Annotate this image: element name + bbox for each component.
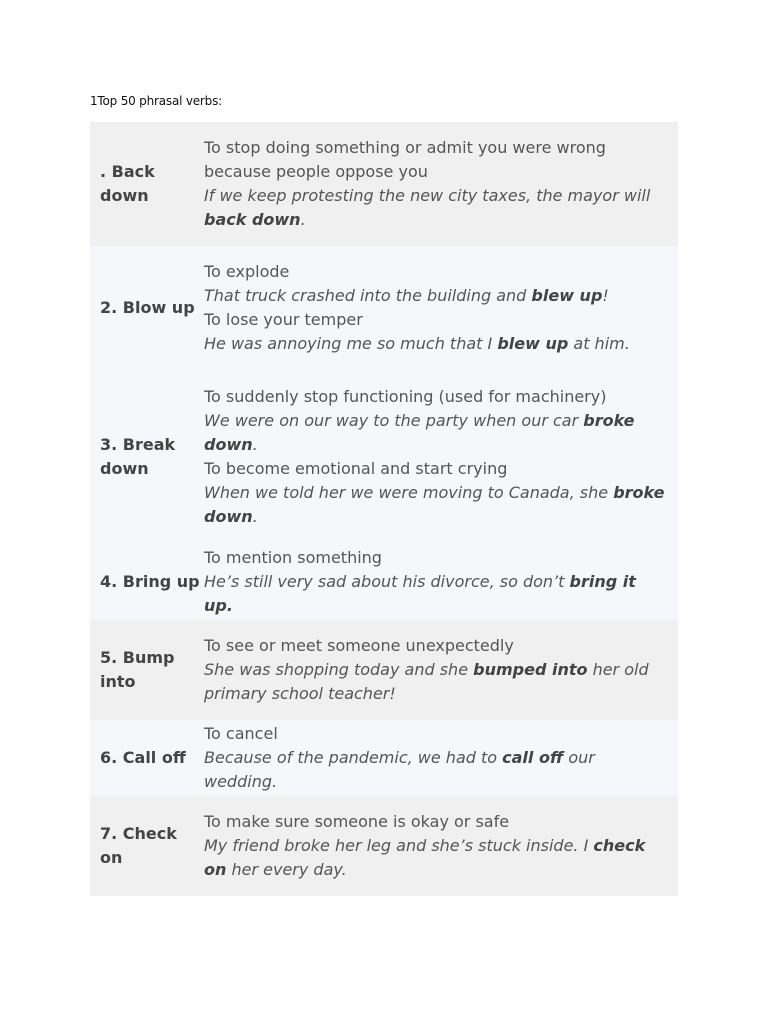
highlighted-verb: call off xyxy=(502,748,564,767)
example-sentence: When we told her we were moving to Canada, she broke down. xyxy=(204,483,665,526)
definition-text: To cancel xyxy=(204,724,278,743)
phrasal-verb-term: 5. Bump into xyxy=(100,648,175,691)
highlighted-verb: bring it up. xyxy=(204,572,636,615)
highlighted-verb: check on xyxy=(204,836,646,879)
definition-text: To suddenly stop functioning (used for machinery) xyxy=(204,387,607,406)
table-row xyxy=(90,370,678,544)
definition-cell xyxy=(204,260,678,356)
definition-text: To explode xyxy=(204,262,290,281)
definition-cell xyxy=(204,546,678,618)
example-sentence: He’s still very sad about his divorce, so don’t bring it up. xyxy=(204,572,636,615)
example-sentence: She was shopping today and she bumped into her old primary school teacher! xyxy=(204,660,649,703)
phrasal-verb-term: 7. Check on xyxy=(100,824,177,867)
table-row xyxy=(90,544,678,620)
table-row xyxy=(90,720,678,796)
phrasal-verbs-table xyxy=(90,122,678,896)
example-sentence: We were on our way to the party when our car broke down. xyxy=(204,411,635,454)
definition-text: To make sure someone is okay or safe xyxy=(204,812,510,831)
definition-text: To stop doing something or admit you were wrong because people oppose you xyxy=(204,138,606,181)
example-sentence: Because of the pandemic, we had to call off our wedding. xyxy=(204,748,595,791)
highlighted-verb: back down xyxy=(204,210,301,229)
phrasal-verb-term: 3. Break down xyxy=(100,435,176,478)
phrasal-verb-term: 2. Blow up xyxy=(100,298,195,317)
definition-text: To mention something xyxy=(204,548,382,567)
page-heading: 1Top 50 phrasal verbs: xyxy=(90,94,222,108)
highlighted-verb: broke down xyxy=(204,483,665,526)
highlighted-verb: blew up xyxy=(531,286,603,305)
table-row xyxy=(90,796,678,896)
phrasal-verb-term: 4. Bring up xyxy=(100,572,200,591)
table-row xyxy=(90,246,678,370)
table-row xyxy=(90,122,678,246)
table-row xyxy=(90,620,678,720)
highlighted-verb: broke down xyxy=(204,411,635,454)
definition-cell xyxy=(204,634,678,706)
definition-cell xyxy=(204,722,678,794)
phrasal-verb-term: 6. Call off xyxy=(100,748,186,767)
example-sentence: That truck crashed into the building and blew up! xyxy=(204,286,609,305)
phrasal-verb-term: . Back down xyxy=(100,162,155,205)
definition-cell xyxy=(204,136,678,232)
definition-text: To see or meet someone unexpectedly xyxy=(204,636,514,655)
highlighted-verb: blew up xyxy=(497,334,569,353)
definition-text: To lose your temper xyxy=(204,310,363,329)
highlighted-verb: bumped into xyxy=(473,660,588,679)
example-sentence: My friend broke her leg and she’s stuck inside. I check on her every day. xyxy=(204,836,646,879)
definition-cell xyxy=(204,385,678,529)
definition-text: To become emotional and start crying xyxy=(204,459,508,478)
example-sentence: If we keep protesting the new city taxes, the mayor will back down. xyxy=(204,186,651,229)
example-sentence: He was annoying me so much that I blew up at him. xyxy=(204,334,630,353)
definition-cell xyxy=(204,810,678,882)
